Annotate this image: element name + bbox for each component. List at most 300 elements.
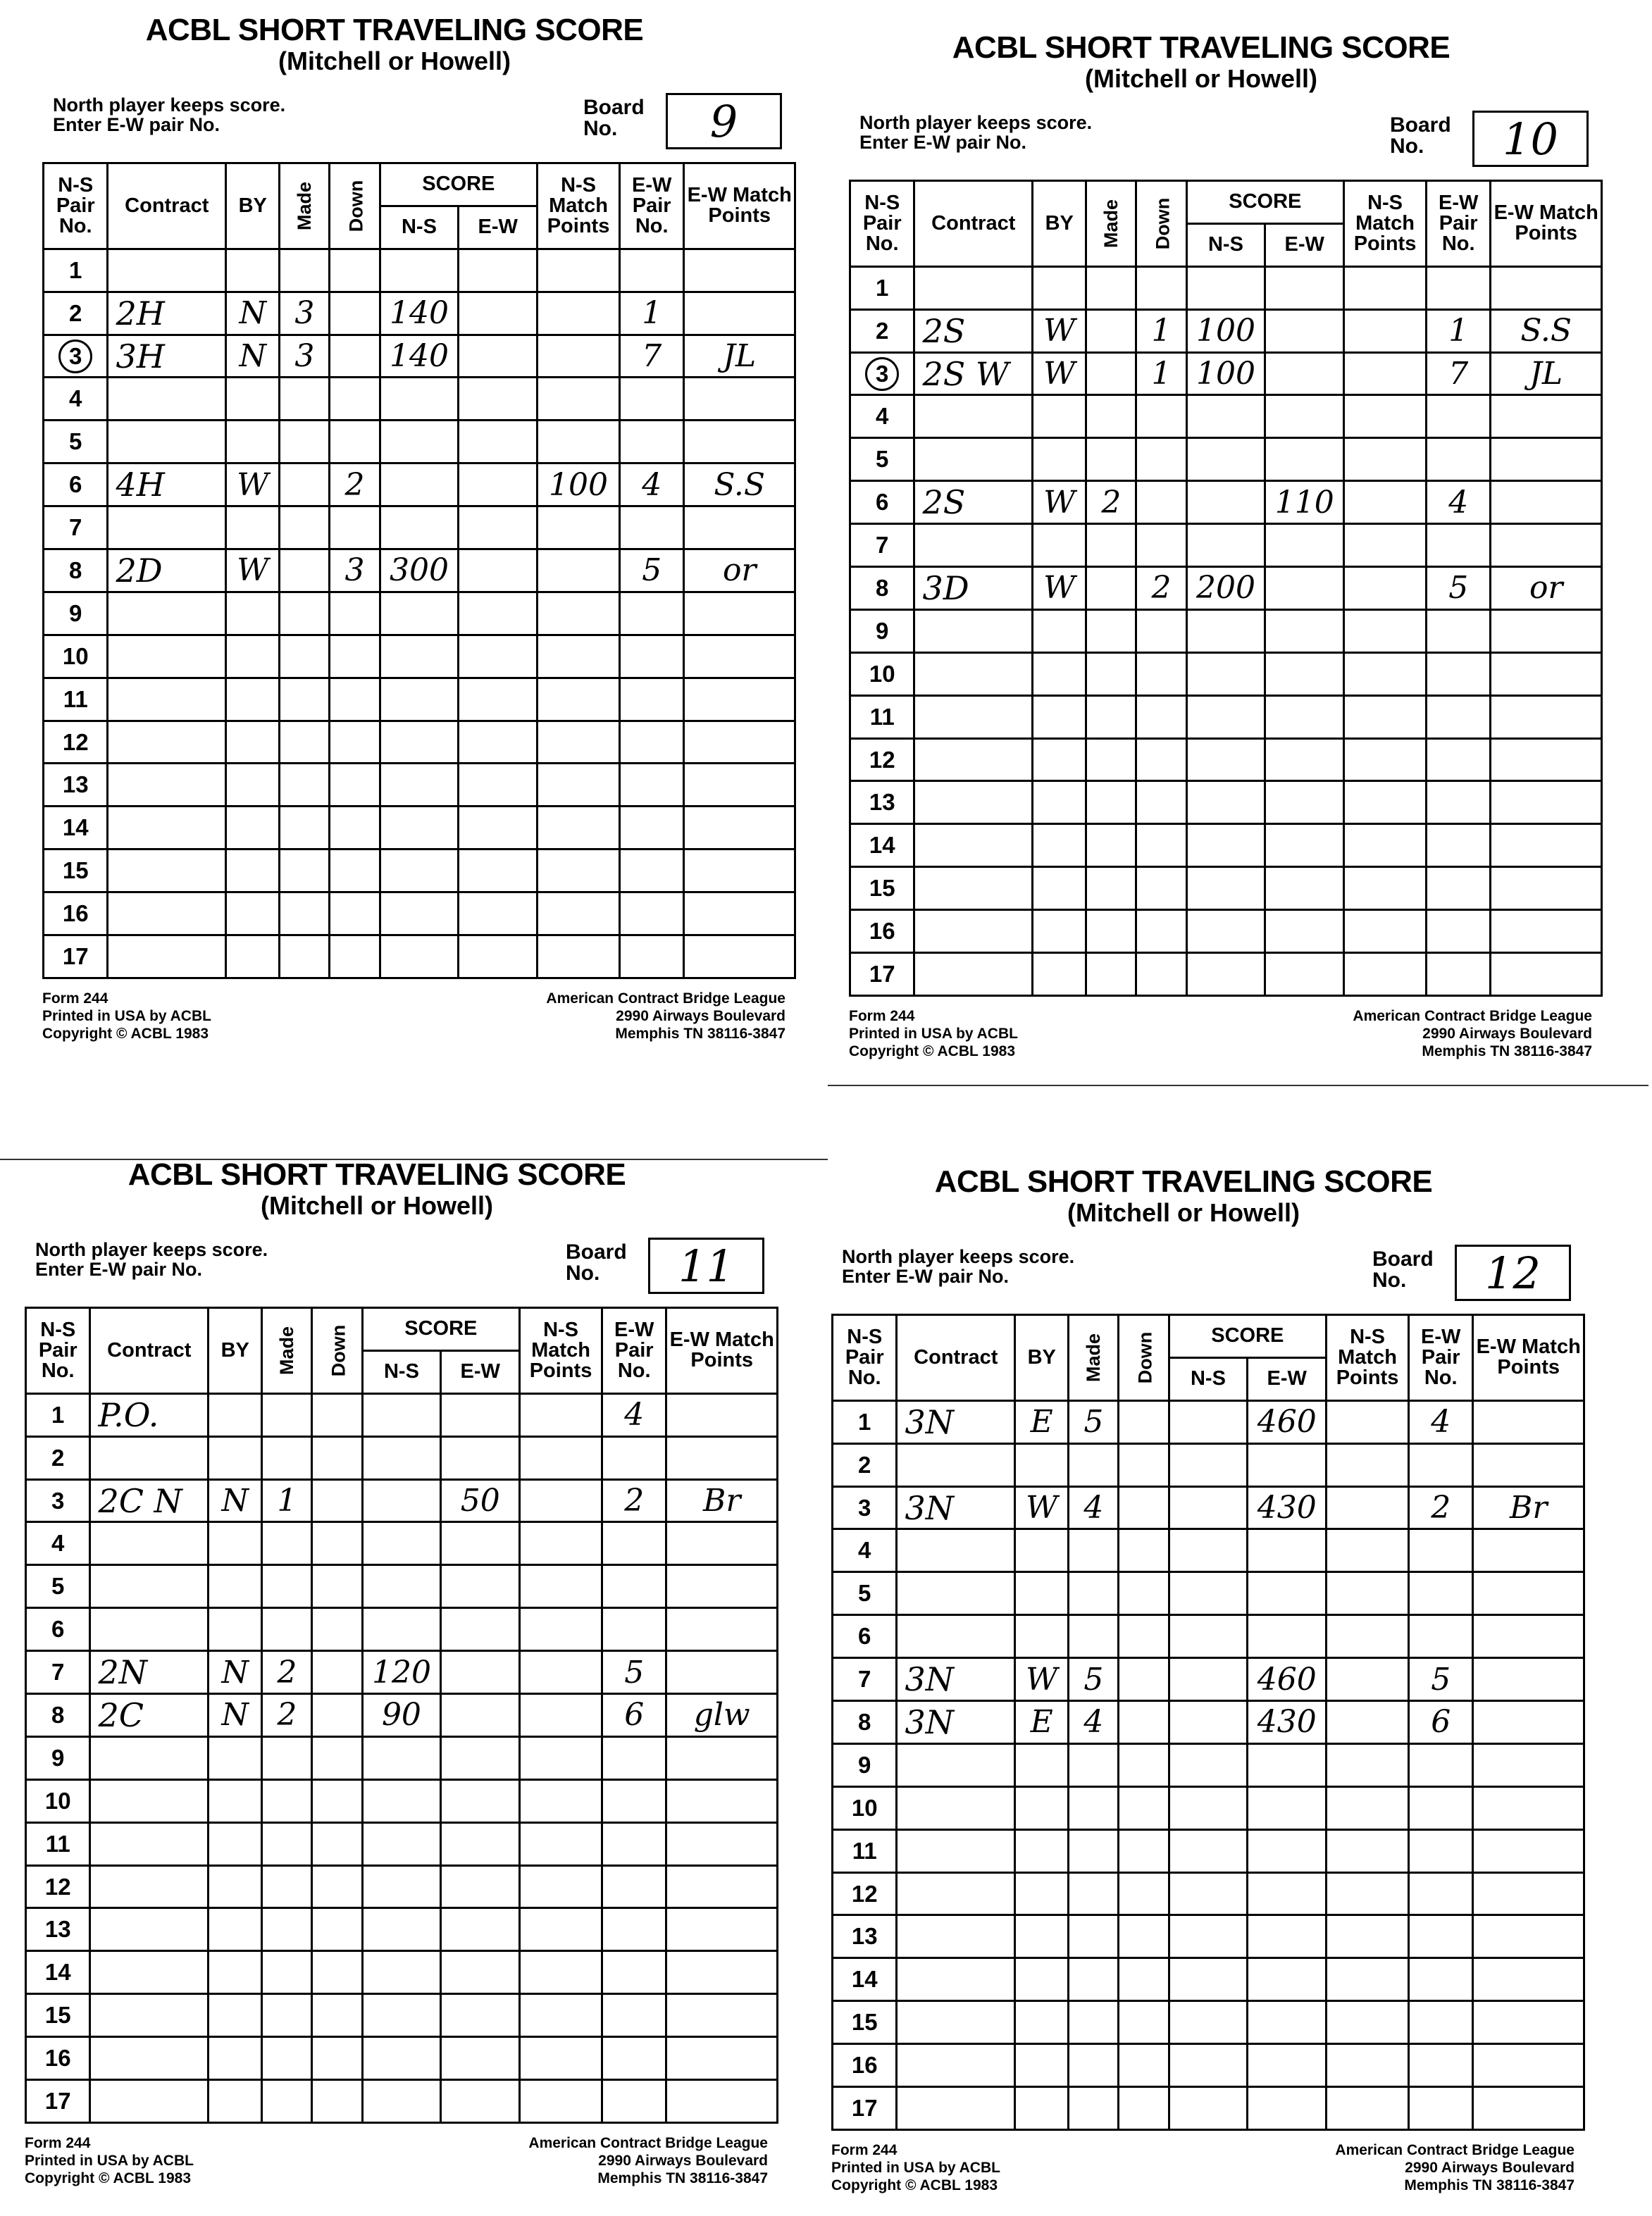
ew-match-points-cell[interactable] xyxy=(684,678,795,721)
by-cell[interactable] xyxy=(226,506,280,549)
score-ew-cell[interactable] xyxy=(1265,867,1344,910)
contract-cell[interactable]: 2S W xyxy=(914,352,1033,395)
made-cell[interactable]: 3 xyxy=(280,292,330,335)
contract-cell[interactable] xyxy=(90,1779,209,1822)
ew-pair-cell[interactable] xyxy=(602,1865,666,1908)
made-cell[interactable] xyxy=(1069,1786,1119,1829)
ns-match-points-cell[interactable] xyxy=(1344,738,1427,781)
ns-match-points-cell[interactable] xyxy=(1327,2087,1409,2130)
by-cell[interactable] xyxy=(209,1994,262,2037)
by-cell[interactable] xyxy=(1015,2044,1069,2087)
by-cell[interactable]: W xyxy=(1033,481,1086,524)
ns-match-points-cell[interactable] xyxy=(520,2080,602,2123)
by-cell[interactable] xyxy=(209,1951,262,1994)
score-ns-cell[interactable] xyxy=(380,378,459,421)
score-ew-cell[interactable] xyxy=(441,2080,520,2123)
down-cell[interactable] xyxy=(1119,1872,1169,1915)
ew-match-points-cell[interactable] xyxy=(666,1522,778,1565)
down-cell[interactable] xyxy=(330,935,380,978)
ew-pair-cell[interactable] xyxy=(1426,652,1490,695)
by-cell[interactable] xyxy=(1033,910,1086,953)
made-cell[interactable]: 2 xyxy=(262,1651,312,1694)
score-ew-cell[interactable] xyxy=(459,292,538,335)
made-cell[interactable] xyxy=(1069,1572,1119,1615)
down-cell[interactable] xyxy=(1136,824,1186,867)
by-cell[interactable] xyxy=(209,2037,262,2080)
score-ns-cell[interactable] xyxy=(362,1608,441,1651)
by-cell[interactable] xyxy=(1033,395,1086,438)
by-cell[interactable] xyxy=(209,1436,262,1479)
down-cell[interactable] xyxy=(312,1436,362,1479)
contract-cell[interactable] xyxy=(90,2037,209,2080)
ns-match-points-cell[interactable] xyxy=(1327,1786,1409,1829)
made-cell[interactable] xyxy=(1069,1443,1119,1486)
score-ew-cell[interactable] xyxy=(459,892,538,935)
ew-pair-cell[interactable] xyxy=(1426,824,1490,867)
score-ew-cell[interactable] xyxy=(441,1779,520,1822)
down-cell[interactable] xyxy=(1119,1486,1169,1529)
contract-cell[interactable] xyxy=(108,849,226,892)
ew-match-points-cell[interactable] xyxy=(666,1779,778,1822)
score-ns-cell[interactable] xyxy=(380,721,459,764)
ns-match-points-cell[interactable] xyxy=(538,635,620,678)
ns-match-points-cell[interactable] xyxy=(1327,1529,1409,1572)
ew-pair-cell[interactable] xyxy=(619,849,683,892)
made-cell[interactable] xyxy=(1069,1829,1119,1872)
down-cell[interactable] xyxy=(330,892,380,935)
contract-cell[interactable] xyxy=(90,1608,209,1651)
made-cell[interactable] xyxy=(1086,867,1136,910)
score-ns-cell[interactable] xyxy=(380,249,459,292)
contract-cell[interactable]: 3N xyxy=(897,1486,1015,1529)
contract-cell[interactable] xyxy=(914,266,1033,309)
score-ns-cell[interactable] xyxy=(1169,1443,1248,1486)
score-ew-cell[interactable]: 430 xyxy=(1248,1701,1327,1744)
by-cell[interactable] xyxy=(226,378,280,421)
ew-match-points-cell[interactable] xyxy=(1473,2087,1584,2130)
ew-match-points-cell[interactable] xyxy=(684,721,795,764)
made-cell[interactable] xyxy=(262,1608,312,1651)
made-cell[interactable]: 2 xyxy=(262,1694,312,1737)
down-cell[interactable] xyxy=(330,849,380,892)
by-cell[interactable] xyxy=(1015,2087,1069,2130)
by-cell[interactable]: W xyxy=(1033,309,1086,352)
score-ew-cell[interactable] xyxy=(1248,1872,1327,1915)
ns-match-points-cell[interactable] xyxy=(1344,910,1427,953)
score-ew-cell[interactable] xyxy=(1248,1958,1327,2001)
by-cell[interactable] xyxy=(209,1822,262,1865)
ns-match-points-cell[interactable] xyxy=(520,2037,602,2080)
contract-cell[interactable] xyxy=(914,695,1033,738)
contract-cell[interactable]: 2S xyxy=(914,481,1033,524)
contract-cell[interactable] xyxy=(90,1822,209,1865)
contract-cell[interactable] xyxy=(914,910,1033,953)
contract-cell[interactable]: 3H xyxy=(108,335,226,378)
ew-match-points-cell[interactable] xyxy=(666,1608,778,1651)
contract-cell[interactable] xyxy=(108,592,226,635)
made-cell[interactable] xyxy=(262,1522,312,1565)
ew-pair-cell[interactable] xyxy=(619,378,683,421)
contract-cell[interactable] xyxy=(108,678,226,721)
ns-match-points-cell[interactable] xyxy=(538,549,620,592)
by-cell[interactable]: E xyxy=(1015,1400,1069,1443)
made-cell[interactable] xyxy=(1069,2044,1119,2087)
score-ns-cell[interactable] xyxy=(1186,524,1265,567)
ew-pair-cell[interactable] xyxy=(619,721,683,764)
contract-cell[interactable] xyxy=(897,2087,1015,2130)
ew-pair-cell[interactable] xyxy=(602,1908,666,1951)
score-ew-cell[interactable] xyxy=(441,1393,520,1436)
made-cell[interactable] xyxy=(1086,266,1136,309)
ns-match-points-cell[interactable] xyxy=(520,1565,602,1608)
contract-cell[interactable] xyxy=(897,2044,1015,2087)
by-cell[interactable] xyxy=(1015,1829,1069,1872)
down-cell[interactable] xyxy=(312,1865,362,1908)
ns-match-points-cell[interactable] xyxy=(1327,1958,1409,2001)
ew-match-points-cell[interactable] xyxy=(684,421,795,463)
ew-match-points-cell[interactable] xyxy=(1491,652,1602,695)
score-ns-cell[interactable] xyxy=(1169,1572,1248,1615)
ew-match-points-cell[interactable]: or xyxy=(684,549,795,592)
down-cell[interactable]: 2 xyxy=(330,463,380,506)
down-cell[interactable] xyxy=(330,592,380,635)
ew-match-points-cell[interactable] xyxy=(1473,1443,1584,1486)
score-ns-cell[interactable] xyxy=(362,1565,441,1608)
ns-match-points-cell[interactable] xyxy=(1344,867,1427,910)
score-ew-cell[interactable] xyxy=(441,1822,520,1865)
ns-match-points-cell[interactable] xyxy=(538,721,620,764)
score-ew-cell[interactable] xyxy=(441,1908,520,1951)
score-ns-cell[interactable] xyxy=(362,1436,441,1479)
ns-match-points-cell[interactable] xyxy=(520,1865,602,1908)
contract-cell[interactable] xyxy=(90,1908,209,1951)
score-ns-cell[interactable] xyxy=(380,764,459,807)
ew-match-points-cell[interactable] xyxy=(1473,1701,1584,1744)
ew-pair-cell[interactable] xyxy=(1408,1829,1472,1872)
score-ns-cell[interactable] xyxy=(1169,2087,1248,2130)
down-cell[interactable] xyxy=(1119,1743,1169,1786)
ns-match-points-cell[interactable] xyxy=(1344,953,1427,996)
down-cell[interactable] xyxy=(312,1479,362,1522)
ns-match-points-cell[interactable] xyxy=(1327,1443,1409,1486)
score-ew-cell[interactable] xyxy=(1248,1443,1327,1486)
made-cell[interactable]: 2 xyxy=(1086,481,1136,524)
contract-cell[interactable]: 2S xyxy=(914,309,1033,352)
contract-cell[interactable]: 2C xyxy=(90,1694,209,1737)
contract-cell[interactable] xyxy=(108,764,226,807)
score-ew-cell[interactable] xyxy=(441,2037,520,2080)
down-cell[interactable] xyxy=(330,506,380,549)
contract-cell[interactable] xyxy=(914,824,1033,867)
made-cell[interactable] xyxy=(1069,2001,1119,2044)
ew-match-points-cell[interactable] xyxy=(1491,609,1602,652)
ns-match-points-cell[interactable] xyxy=(538,807,620,849)
made-cell[interactable] xyxy=(280,935,330,978)
ew-pair-cell[interactable] xyxy=(602,1951,666,1994)
contract-cell[interactable] xyxy=(897,1786,1015,1829)
ns-match-points-cell[interactable] xyxy=(538,849,620,892)
ew-pair-cell[interactable] xyxy=(1408,1572,1472,1615)
score-ew-cell[interactable] xyxy=(1248,1743,1327,1786)
ns-match-points-cell[interactable] xyxy=(1344,309,1427,352)
by-cell[interactable] xyxy=(226,764,280,807)
ns-match-points-cell[interactable] xyxy=(1327,1829,1409,1872)
ew-match-points-cell[interactable] xyxy=(1473,1829,1584,1872)
ew-pair-cell[interactable] xyxy=(602,2037,666,2080)
down-cell[interactable] xyxy=(312,1736,362,1779)
down-cell[interactable] xyxy=(1136,395,1186,438)
score-ew-cell[interactable] xyxy=(441,1436,520,1479)
ew-pair-cell[interactable]: 5 xyxy=(1426,567,1490,610)
down-cell[interactable] xyxy=(330,421,380,463)
ns-match-points-cell[interactable] xyxy=(1344,695,1427,738)
by-cell[interactable] xyxy=(209,1908,262,1951)
score-ew-cell[interactable] xyxy=(1248,1572,1327,1615)
ew-match-points-cell[interactable] xyxy=(666,1908,778,1951)
score-ew-cell[interactable] xyxy=(1265,266,1344,309)
score-ns-cell[interactable]: 120 xyxy=(362,1651,441,1694)
ns-match-points-cell[interactable] xyxy=(1344,481,1427,524)
made-cell[interactable] xyxy=(1069,1529,1119,1572)
ew-pair-cell[interactable]: 7 xyxy=(619,335,683,378)
contract-cell[interactable]: 2N xyxy=(90,1651,209,1694)
down-cell[interactable] xyxy=(1119,1529,1169,1572)
contract-cell[interactable] xyxy=(897,1529,1015,1572)
down-cell[interactable] xyxy=(312,1951,362,1994)
contract-cell[interactable] xyxy=(90,1994,209,2037)
made-cell[interactable] xyxy=(280,506,330,549)
ns-match-points-cell[interactable] xyxy=(1327,2044,1409,2087)
score-ew-cell[interactable]: 460 xyxy=(1248,1658,1327,1701)
score-ns-cell[interactable] xyxy=(1186,652,1265,695)
ew-match-points-cell[interactable] xyxy=(684,807,795,849)
by-cell[interactable]: W xyxy=(226,549,280,592)
made-cell[interactable] xyxy=(280,463,330,506)
score-ew-cell[interactable] xyxy=(459,463,538,506)
ew-match-points-cell[interactable]: JL xyxy=(684,335,795,378)
board-number-field[interactable]: 10 xyxy=(1472,111,1589,167)
by-cell[interactable] xyxy=(1033,824,1086,867)
score-ns-cell[interactable]: 200 xyxy=(1186,567,1265,610)
down-cell[interactable] xyxy=(330,678,380,721)
ew-match-points-cell[interactable] xyxy=(666,1994,778,2037)
made-cell[interactable] xyxy=(280,892,330,935)
score-ew-cell[interactable] xyxy=(1265,609,1344,652)
ew-pair-cell[interactable] xyxy=(1408,2087,1472,2130)
contract-cell[interactable] xyxy=(897,1958,1015,2001)
made-cell[interactable] xyxy=(262,1393,312,1436)
by-cell[interactable] xyxy=(1015,1529,1069,1572)
score-ns-cell[interactable] xyxy=(380,849,459,892)
score-ew-cell[interactable] xyxy=(441,1608,520,1651)
ew-pair-cell[interactable] xyxy=(1426,395,1490,438)
score-ns-cell[interactable] xyxy=(362,1994,441,2037)
ew-match-points-cell[interactable] xyxy=(666,1393,778,1436)
ew-match-points-cell[interactable] xyxy=(1491,953,1602,996)
contract-cell[interactable] xyxy=(914,867,1033,910)
ns-match-points-cell[interactable] xyxy=(1344,609,1427,652)
by-cell[interactable]: W xyxy=(1033,352,1086,395)
score-ew-cell[interactable] xyxy=(459,935,538,978)
ew-pair-cell[interactable] xyxy=(602,1822,666,1865)
by-cell[interactable] xyxy=(1033,438,1086,481)
down-cell[interactable] xyxy=(1136,781,1186,824)
down-cell[interactable] xyxy=(1119,1958,1169,2001)
ns-match-points-cell[interactable] xyxy=(1344,266,1427,309)
down-cell[interactable] xyxy=(330,249,380,292)
made-cell[interactable] xyxy=(1086,738,1136,781)
ew-match-points-cell[interactable] xyxy=(1473,1572,1584,1615)
made-cell[interactable] xyxy=(1086,309,1136,352)
ew-match-points-cell[interactable] xyxy=(684,764,795,807)
ew-match-points-cell[interactable] xyxy=(1473,1615,1584,1658)
score-ns-cell[interactable]: 100 xyxy=(1186,309,1265,352)
contract-cell[interactable] xyxy=(897,1872,1015,1915)
ew-pair-cell[interactable] xyxy=(1408,1743,1472,1786)
made-cell[interactable] xyxy=(1086,824,1136,867)
contract-cell[interactable] xyxy=(108,635,226,678)
ew-match-points-cell[interactable] xyxy=(666,1865,778,1908)
score-ew-cell[interactable] xyxy=(1265,738,1344,781)
ew-pair-cell[interactable] xyxy=(619,506,683,549)
score-ew-cell[interactable] xyxy=(441,1994,520,2037)
score-ew-cell[interactable] xyxy=(459,849,538,892)
board-number-field[interactable]: 12 xyxy=(1455,1245,1571,1301)
contract-cell[interactable] xyxy=(914,738,1033,781)
ns-match-points-cell[interactable] xyxy=(520,1479,602,1522)
ew-match-points-cell[interactable] xyxy=(684,935,795,978)
made-cell[interactable] xyxy=(262,1779,312,1822)
down-cell[interactable] xyxy=(1136,910,1186,953)
made-cell[interactable] xyxy=(1086,395,1136,438)
ew-match-points-cell[interactable] xyxy=(1491,738,1602,781)
made-cell[interactable]: 4 xyxy=(1069,1701,1119,1744)
ns-match-points-cell[interactable] xyxy=(520,1694,602,1737)
ew-pair-cell[interactable] xyxy=(602,1608,666,1651)
ew-pair-cell[interactable]: 4 xyxy=(1408,1400,1472,1443)
score-ew-cell[interactable] xyxy=(1248,1829,1327,1872)
score-ew-cell[interactable] xyxy=(459,506,538,549)
made-cell[interactable] xyxy=(262,1865,312,1908)
score-ns-cell[interactable]: 100 xyxy=(1186,352,1265,395)
ew-match-points-cell[interactable]: or xyxy=(1491,567,1602,610)
down-cell[interactable] xyxy=(1136,695,1186,738)
score-ew-cell[interactable] xyxy=(1265,438,1344,481)
contract-cell[interactable] xyxy=(914,438,1033,481)
ns-match-points-cell[interactable] xyxy=(1327,1915,1409,1958)
ew-match-points-cell[interactable] xyxy=(684,849,795,892)
ew-pair-cell[interactable] xyxy=(1408,1529,1472,1572)
ew-match-points-cell[interactable] xyxy=(666,1736,778,1779)
made-cell[interactable] xyxy=(280,249,330,292)
score-ns-cell[interactable] xyxy=(380,506,459,549)
down-cell[interactable] xyxy=(312,1908,362,1951)
contract-cell[interactable] xyxy=(897,1915,1015,1958)
ew-pair-cell[interactable] xyxy=(1408,1443,1472,1486)
contract-cell[interactable] xyxy=(90,1951,209,1994)
score-ns-cell[interactable] xyxy=(362,1479,441,1522)
score-ns-cell[interactable] xyxy=(1169,1786,1248,1829)
ns-match-points-cell[interactable] xyxy=(520,1908,602,1951)
score-ew-cell[interactable] xyxy=(1265,524,1344,567)
by-cell[interactable] xyxy=(1015,1915,1069,1958)
ns-match-points-cell[interactable] xyxy=(538,378,620,421)
ew-match-points-cell[interactable] xyxy=(1473,1743,1584,1786)
down-cell[interactable] xyxy=(1119,2087,1169,2130)
made-cell[interactable] xyxy=(262,1951,312,1994)
ew-match-points-cell[interactable] xyxy=(666,2080,778,2123)
by-cell[interactable] xyxy=(226,935,280,978)
board-number-field[interactable]: 9 xyxy=(666,93,782,149)
ew-match-points-cell[interactable] xyxy=(1473,1658,1584,1701)
score-ns-cell[interactable] xyxy=(380,635,459,678)
by-cell[interactable] xyxy=(226,807,280,849)
ns-match-points-cell[interactable] xyxy=(538,592,620,635)
ns-match-points-cell[interactable] xyxy=(1344,395,1427,438)
ns-match-points-cell[interactable] xyxy=(1327,1486,1409,1529)
score-ns-cell[interactable] xyxy=(1169,1915,1248,1958)
made-cell[interactable] xyxy=(1086,695,1136,738)
ew-pair-cell[interactable] xyxy=(619,592,683,635)
down-cell[interactable] xyxy=(312,1822,362,1865)
score-ns-cell[interactable] xyxy=(362,1736,441,1779)
contract-cell[interactable]: P.O. xyxy=(90,1393,209,1436)
score-ns-cell[interactable] xyxy=(362,1951,441,1994)
by-cell[interactable] xyxy=(226,678,280,721)
down-cell[interactable] xyxy=(312,2080,362,2123)
ew-match-points-cell[interactable] xyxy=(684,635,795,678)
ew-pair-cell[interactable] xyxy=(602,1522,666,1565)
contract-cell[interactable]: 3N xyxy=(897,1658,1015,1701)
down-cell[interactable] xyxy=(1136,867,1186,910)
by-cell[interactable] xyxy=(1015,1958,1069,2001)
ew-pair-cell[interactable] xyxy=(619,678,683,721)
score-ns-cell[interactable] xyxy=(1169,1958,1248,2001)
made-cell[interactable] xyxy=(1086,524,1136,567)
ns-match-points-cell[interactable] xyxy=(538,678,620,721)
ns-match-points-cell[interactable] xyxy=(1344,652,1427,695)
score-ew-cell[interactable] xyxy=(441,1736,520,1779)
ew-pair-cell[interactable] xyxy=(619,421,683,463)
score-ew-cell[interactable] xyxy=(441,1865,520,1908)
ns-match-points-cell[interactable] xyxy=(1327,2001,1409,2044)
ns-match-points-cell[interactable] xyxy=(520,1736,602,1779)
ew-pair-cell[interactable] xyxy=(1408,2044,1472,2087)
ew-pair-cell[interactable] xyxy=(602,2080,666,2123)
made-cell[interactable]: 3 xyxy=(280,335,330,378)
contract-cell[interactable] xyxy=(914,652,1033,695)
down-cell[interactable] xyxy=(1119,1658,1169,1701)
ew-match-points-cell[interactable]: Br xyxy=(666,1479,778,1522)
down-cell[interactable] xyxy=(312,1393,362,1436)
score-ew-cell[interactable] xyxy=(459,549,538,592)
ns-match-points-cell[interactable] xyxy=(1327,1615,1409,1658)
ns-match-points-cell[interactable] xyxy=(538,892,620,935)
ew-match-points-cell[interactable] xyxy=(1473,1872,1584,1915)
score-ew-cell[interactable] xyxy=(459,678,538,721)
by-cell[interactable]: W xyxy=(1033,567,1086,610)
ew-match-points-cell[interactable] xyxy=(666,1951,778,1994)
contract-cell[interactable] xyxy=(108,421,226,463)
contract-cell[interactable] xyxy=(90,2080,209,2123)
down-cell[interactable]: 3 xyxy=(330,549,380,592)
by-cell[interactable] xyxy=(209,2080,262,2123)
down-cell[interactable] xyxy=(1136,438,1186,481)
score-ns-cell[interactable] xyxy=(1186,438,1265,481)
score-ew-cell[interactable] xyxy=(1265,652,1344,695)
score-ns-cell[interactable] xyxy=(1186,781,1265,824)
score-ns-cell[interactable] xyxy=(1169,1701,1248,1744)
